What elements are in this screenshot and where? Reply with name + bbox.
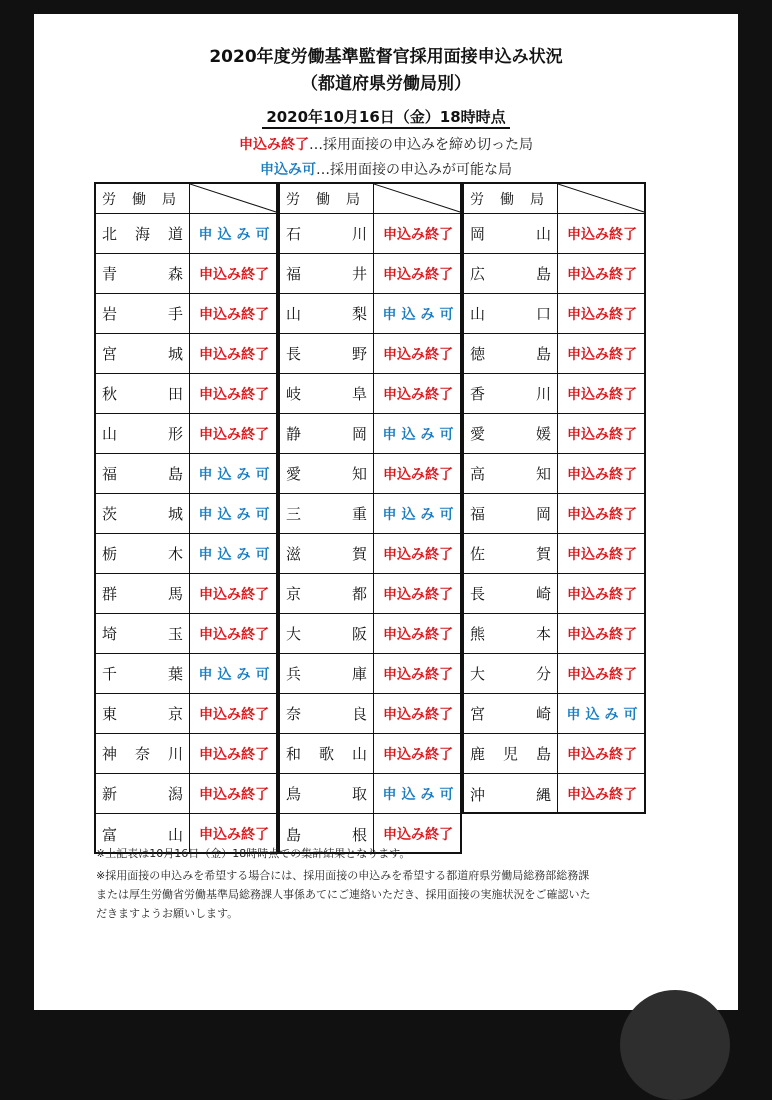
table-header-row — [280, 184, 460, 214]
status-closed: 申込み終了 — [567, 426, 637, 443]
table-row — [96, 214, 276, 254]
table-row — [464, 214, 644, 254]
prefecture-name: 広 島 — [464, 254, 558, 293]
table-row — [280, 254, 460, 294]
status-closed: 申込み終了 — [383, 546, 453, 563]
table-row — [464, 334, 644, 374]
status-closed: 申込み終了 — [383, 706, 453, 723]
prefecture-name: 石 川 — [280, 214, 374, 253]
status-closed: 申込み終了 — [567, 506, 637, 523]
prefecture-name: 佐 賀 — [464, 534, 558, 573]
prefecture-name: 沖 縄 — [464, 774, 558, 814]
prefecture-name: 熊 本 — [464, 614, 558, 653]
prefecture-name: 大 阪 — [280, 614, 374, 653]
table-row — [464, 294, 644, 334]
prefecture-name: 奈 良 — [280, 694, 374, 733]
header-label: 労 働 局 — [96, 184, 190, 213]
status-open: 申込み可 — [198, 226, 275, 243]
status-closed: 申込み終了 — [383, 386, 453, 403]
prefecture-name: 群 馬 — [96, 574, 190, 613]
header-label: 労 働 局 — [280, 184, 374, 213]
prefecture-name: 大 分 — [464, 654, 558, 693]
status-closed: 申込み終了 — [567, 746, 637, 763]
floating-action-button[interactable] — [620, 990, 730, 1100]
table-header-row — [464, 184, 644, 214]
table-row — [96, 694, 276, 734]
table-row — [464, 374, 644, 414]
note-line: ※採用面接の申込みを希望する場合には、採用面接の申込みを希望する都道府県労働局総務部総務課 — [96, 869, 590, 882]
prefecture-name: 徳 島 — [464, 334, 558, 373]
table-row — [96, 294, 276, 334]
table-row — [464, 254, 644, 294]
status-closed: 申込み終了 — [383, 666, 453, 683]
status-closed: 申込み終了 — [567, 266, 637, 283]
status-closed: 申込み終了 — [199, 626, 269, 643]
table-row — [96, 614, 276, 654]
prefecture-name: 愛 知 — [280, 454, 374, 493]
status-closed: 申込み終了 — [199, 346, 269, 363]
prefecture-name: 山 口 — [464, 294, 558, 333]
table-row — [96, 734, 276, 774]
prefecture-name: 福 岡 — [464, 494, 558, 533]
prefecture-name: 鳥 取 — [280, 774, 374, 813]
prefecture-name: 岩 手 — [96, 294, 190, 333]
status-closed: 申込み終了 — [567, 787, 637, 803]
prefecture-name: 福 井 — [280, 254, 374, 293]
status-open: 申込み可 — [382, 306, 459, 323]
table-row — [96, 654, 276, 694]
table-row — [280, 574, 460, 614]
status-closed: 申込み終了 — [383, 626, 453, 643]
legend-open-status: 申込み可 — [260, 162, 316, 178]
status-closed: 申込み終了 — [199, 786, 269, 803]
legend-open-text: …採用面接の申込みが可能な局 — [316, 162, 512, 178]
prefecture-name: 鹿 児 島 — [464, 734, 558, 773]
table-row — [280, 374, 460, 414]
table-row — [96, 334, 276, 374]
status-open: 申込み可 — [198, 546, 275, 563]
table-row — [464, 534, 644, 574]
prefecture-name: 島 根 — [280, 814, 374, 854]
note-line: ※上記表は10月16日（金）18時時点での集計結果となります。 — [96, 847, 411, 860]
header-diagonal-line — [190, 184, 278, 214]
status-closed: 申込み終了 — [383, 827, 453, 843]
as-of-date: 2020年10月16日（金）18時時点 — [34, 106, 738, 127]
prefecture-name: 宮 崎 — [464, 694, 558, 733]
status-closed: 申込み終了 — [567, 546, 637, 563]
prefecture-name: 長 崎 — [464, 574, 558, 613]
prefecture-name: 山 梨 — [280, 294, 374, 333]
status-table-2 — [278, 182, 462, 854]
prefecture-name: 長 野 — [280, 334, 374, 373]
prefecture-name: 埼 玉 — [96, 614, 190, 653]
legend-open — [34, 159, 738, 179]
table-header-row — [96, 184, 276, 214]
prefecture-name: 静 岡 — [280, 414, 374, 453]
table-row — [280, 694, 460, 734]
prefecture-name: 岡 山 — [464, 214, 558, 253]
prefecture-name: 宮 城 — [96, 334, 190, 373]
prefecture-name: 福 島 — [96, 454, 190, 493]
legend-closed — [34, 134, 738, 154]
header-diagonal-line — [558, 184, 646, 214]
prefecture-name: 青 森 — [96, 254, 190, 293]
prefecture-name: 茨 城 — [96, 494, 190, 533]
status-closed: 申込み終了 — [199, 426, 269, 443]
prefecture-name: 京 都 — [280, 574, 374, 613]
note-line: だきますようお願いします。 — [96, 907, 239, 920]
status-closed: 申込み終了 — [567, 226, 637, 243]
prefecture-name: 滋 賀 — [280, 534, 374, 573]
table-row — [464, 414, 644, 454]
status-closed: 申込み終了 — [567, 466, 637, 483]
table-row — [464, 614, 644, 654]
table-row — [464, 694, 644, 734]
status-closed: 申込み終了 — [567, 346, 637, 363]
table-row — [280, 414, 460, 454]
prefecture-name: 北 海 道 — [96, 214, 190, 253]
header-label: 労 働 局 — [464, 184, 558, 213]
status-closed: 申込み終了 — [383, 346, 453, 363]
table-row — [96, 774, 276, 814]
status-closed: 申込み終了 — [199, 266, 269, 283]
table-row — [280, 614, 460, 654]
status-closed: 申込み終了 — [567, 386, 637, 403]
status-open: 申込み可 — [566, 706, 643, 723]
prefecture-name: 新 潟 — [96, 774, 190, 813]
status-table-1 — [94, 182, 278, 854]
status-closed: 申込み終了 — [383, 226, 453, 243]
table-row — [464, 494, 644, 534]
status-closed: 申込み終了 — [567, 626, 637, 643]
table-row — [280, 214, 460, 254]
status-closed: 申込み終了 — [567, 306, 637, 323]
prefecture-name: 東 京 — [96, 694, 190, 733]
status-open: 申込み可 — [198, 506, 275, 523]
status-open: 申込み可 — [382, 426, 459, 443]
prefecture-name: 三 重 — [280, 494, 374, 533]
prefecture-name: 富 山 — [96, 814, 190, 854]
table-row — [96, 374, 276, 414]
status-open: 申込み可 — [382, 506, 459, 523]
document-page — [34, 14, 738, 1010]
table-row — [96, 454, 276, 494]
status-closed: 申込み終了 — [567, 586, 637, 603]
table-row — [464, 734, 644, 774]
table-row — [96, 494, 276, 534]
table-row — [280, 534, 460, 574]
prefecture-name: 山 形 — [96, 414, 190, 453]
table-row — [280, 774, 460, 814]
status-closed: 申込み終了 — [383, 586, 453, 603]
status-closed: 申込み終了 — [199, 706, 269, 723]
status-closed: 申込み終了 — [199, 746, 269, 763]
status-closed: 申込み終了 — [383, 266, 453, 283]
document-subtitle: （都道府県労働局別） — [301, 74, 471, 94]
table-row — [464, 454, 644, 494]
status-open: 申込み可 — [382, 786, 459, 803]
table-row — [280, 334, 460, 374]
prefecture-name: 栃 木 — [96, 534, 190, 573]
prefecture-name: 兵 庫 — [280, 654, 374, 693]
prefecture-name: 神 奈 川 — [96, 734, 190, 773]
status-open: 申込み可 — [198, 466, 275, 483]
table-row — [464, 654, 644, 694]
status-closed: 申込み終了 — [383, 746, 453, 763]
table-row — [280, 494, 460, 534]
table-row — [280, 654, 460, 694]
status-closed: 申込み終了 — [567, 666, 637, 683]
prefecture-name: 香 川 — [464, 374, 558, 413]
status-closed: 申込み終了 — [199, 586, 269, 603]
note-line: または厚生労働省労働基準局総務課人事係あてにご連絡いただき、採用面接の実施状況をご確認いた — [96, 888, 591, 901]
legend-closed-status: 申込み終了 — [239, 137, 309, 153]
table-row — [96, 534, 276, 574]
status-table-3 — [462, 182, 646, 814]
table-row — [96, 254, 276, 294]
table-row — [464, 774, 644, 814]
document-title: 2020年度労働基準監督官採用面接申込み状況 — [209, 47, 563, 67]
status-closed: 申込み終了 — [199, 306, 269, 323]
prefecture-name: 秋 田 — [96, 374, 190, 413]
table-row — [96, 414, 276, 454]
table-row — [96, 574, 276, 614]
status-closed: 申込み終了 — [199, 827, 269, 843]
status-closed: 申込み終了 — [199, 386, 269, 403]
prefecture-name: 岐 阜 — [280, 374, 374, 413]
status-open: 申込み可 — [198, 666, 275, 683]
header-diagonal-line — [374, 184, 462, 214]
table-row — [280, 454, 460, 494]
status-closed: 申込み終了 — [383, 466, 453, 483]
legend-closed-text: …採用面接の申込みを締め切った局 — [309, 137, 533, 153]
prefecture-name: 高 知 — [464, 454, 558, 493]
prefecture-name: 千 葉 — [96, 654, 190, 693]
prefecture-name: 和 歌 山 — [280, 734, 374, 773]
table-row — [280, 294, 460, 334]
table-row — [280, 734, 460, 774]
table-row — [464, 574, 644, 614]
prefecture-name: 愛 媛 — [464, 414, 558, 453]
